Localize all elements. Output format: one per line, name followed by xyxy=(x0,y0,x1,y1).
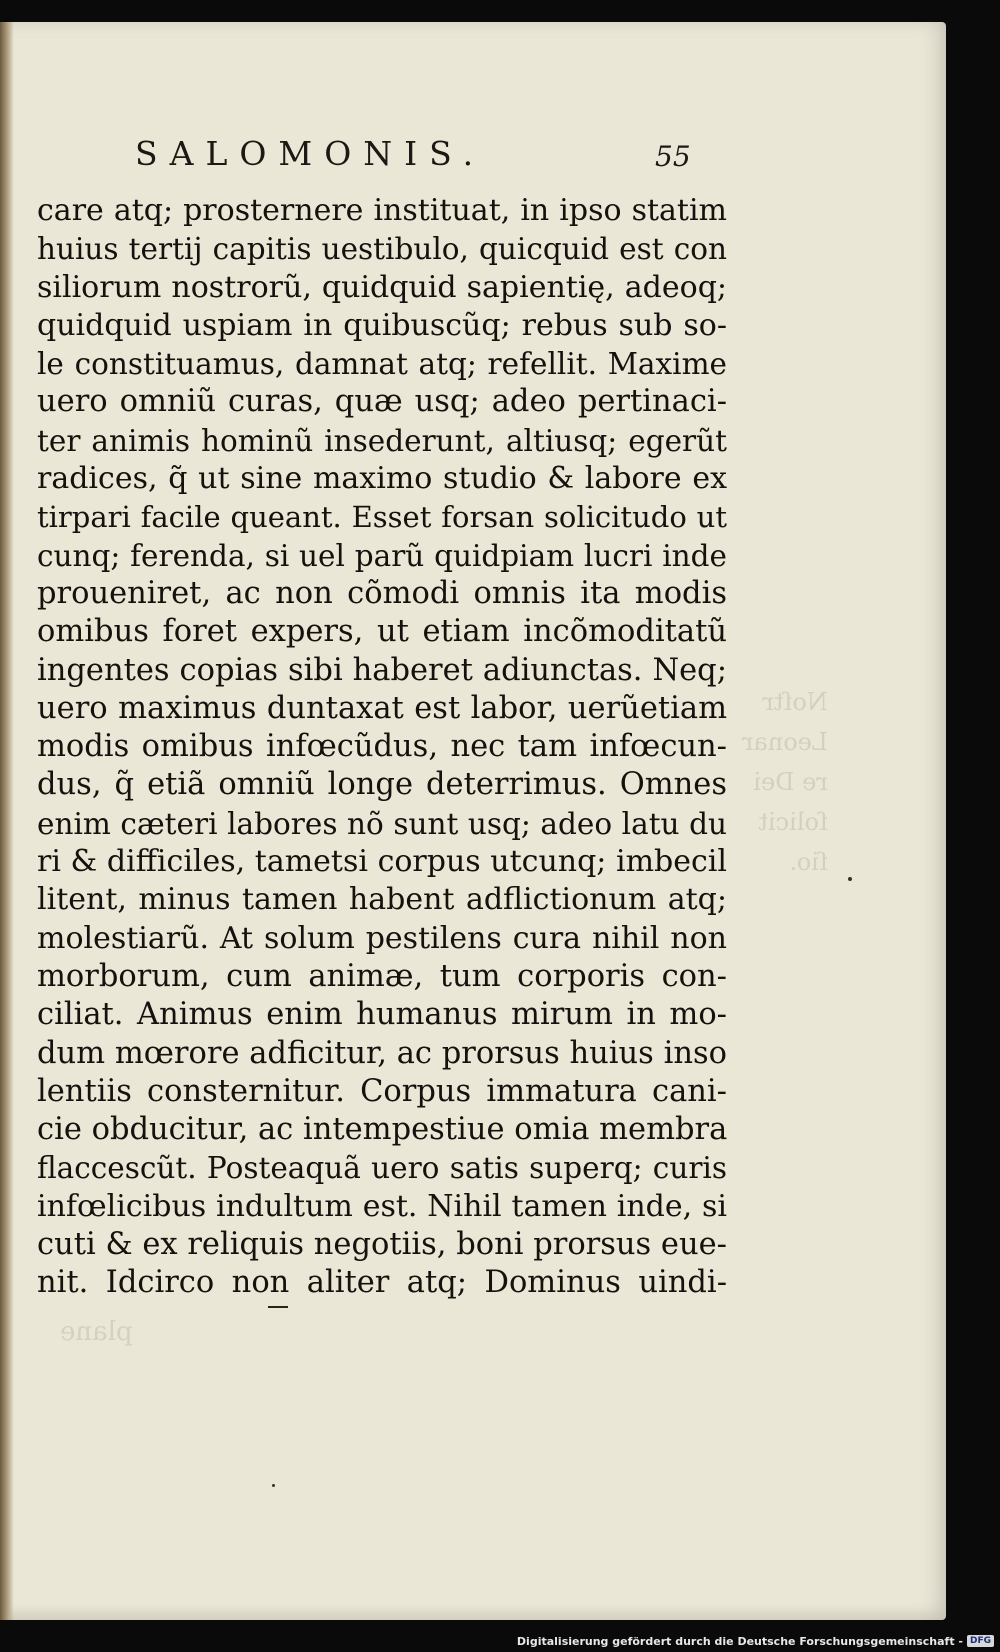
text-line: lentiis consternitur. Corpus immatura cani- xyxy=(37,1073,727,1109)
text-line: ingentes copias sibi haberet adiunctas. Neq; xyxy=(37,652,727,688)
text-line: ciliat. Animus enim humanus mirum in mo- xyxy=(37,997,727,1033)
text-line: nit. Idcirco non aliter atq; Dominus uindi- xyxy=(37,1265,727,1301)
running-head: SALOMONIS. xyxy=(135,134,486,173)
text-line: morborum, cum animæ, tum corporis con- xyxy=(37,958,727,994)
text-line: omibus foret expers, ut etiam incõmoditatũ xyxy=(37,614,727,650)
text-line: huius tertij capitis uestibulo, quicquid est con xyxy=(37,232,727,267)
text-line: cie obducitur, ac intempestiue omia membra xyxy=(37,1112,727,1148)
text-line: quidquid uspiam in quibuscũq; rebus sub so- xyxy=(37,307,727,343)
text-line: care atq; prosternere instituat, in ipso statim xyxy=(37,193,727,228)
text-line: dus, q̃ etiã omniũ longe deterrimus. Omnes xyxy=(37,767,727,803)
text-line: proueniret, ac non cõmodi omnis ita modis xyxy=(37,575,727,611)
text-line: siliorum nostrorũ, quidquid sapientię, adeoq; xyxy=(37,269,727,305)
paper-speck xyxy=(848,877,852,881)
text-line: litent, minus tamen habent adflictionum atq; xyxy=(37,882,727,918)
text-line: dum mœrore adficitur, ac prorsus huius inso xyxy=(37,1035,727,1071)
text-line: cunq; ferenda, si uel parũ quidpiam lucri inde xyxy=(37,538,727,573)
text-line: le constituamus, damnat atq; refellit. Maxime xyxy=(37,347,727,382)
text-line: ri & difficiles, tametsi corpus utcunq; imbecil xyxy=(37,844,727,880)
digitization-credit xyxy=(0,1630,1000,1652)
body-text xyxy=(37,192,727,1303)
text-line: infœlicibus indultum est. Nihil tamen inde, si xyxy=(37,1188,727,1224)
text-line: uero maximus duntaxat est labor, uerũetiam xyxy=(37,690,727,726)
dfg-logo: DFG xyxy=(967,1635,994,1647)
text-line: tirpari facile queant. Esset forsan solicitudo ut xyxy=(37,500,727,535)
text-line: cuti & ex reliquis negotiis, boni prorsus eue- xyxy=(37,1227,727,1263)
text-line: molestiarũ. At solum pestilens cura nihil non xyxy=(37,920,727,956)
text-line: ter animis hominũ insederunt, altiusq; egerũt xyxy=(37,423,727,458)
paper-speck xyxy=(272,1484,275,1487)
text-line: radices, q̃ ut sine maximo studio & labore ex xyxy=(37,461,727,497)
text-line: flaccescũt. Posteaquã uero satis superq; curis xyxy=(37,1151,727,1186)
show-through-text-bottom: plane xyxy=(60,1317,133,1347)
show-through-text: Noſtr Leonar re Dei ſolicit ſio. xyxy=(742,688,828,876)
credit-text: Digitalisierung gefördert durch die Deutsche Forschungsgemeinschaft - xyxy=(516,1634,963,1648)
text-line: uero omniũ curas, quæ usq; adeo pertinaci- xyxy=(37,384,727,420)
text-line: enim cæteri labores nõ sunt usq; adeo latu du xyxy=(37,806,727,841)
folio-number: 55 xyxy=(655,140,691,173)
catchword-dash xyxy=(268,1306,288,1308)
book-page xyxy=(0,22,946,1620)
text-line: modis omibus infœcũdus, nec tam infœcun- xyxy=(37,729,727,765)
